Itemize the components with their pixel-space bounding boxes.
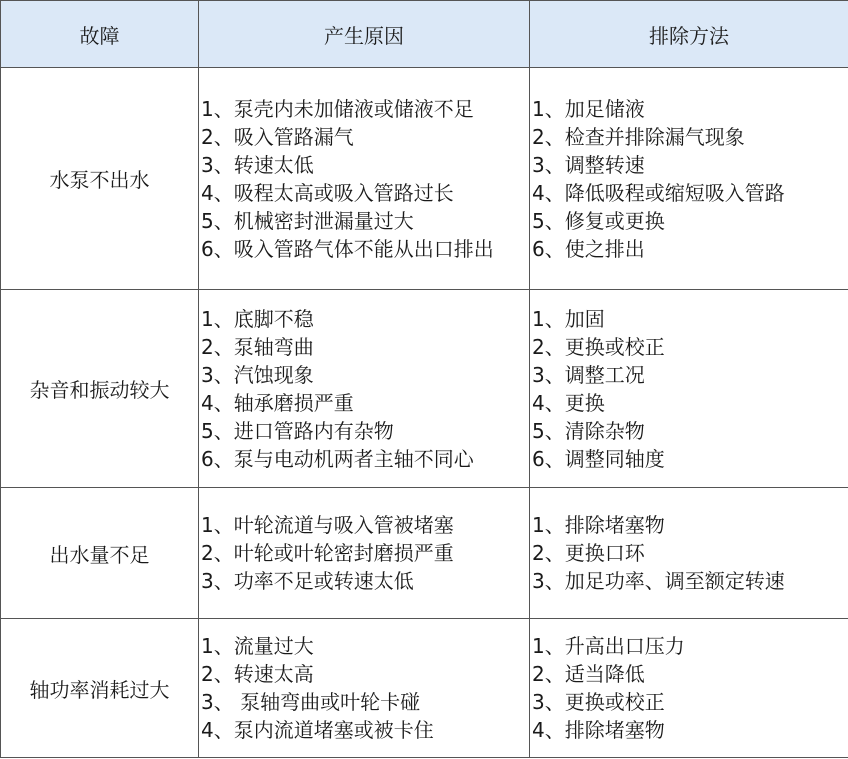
table-row <box>1 68 848 290</box>
remedy-item: 5、清除杂物 <box>532 418 645 443</box>
cause-item: 6、泵与电动机两者主轴不同心 <box>201 446 474 471</box>
cause-item: 1、叶轮流道与吸入管被堵塞 <box>201 513 454 537</box>
remedy-item: 1、排除堵塞物 <box>532 513 665 537</box>
remedy-item: 3、调整工况 <box>532 362 645 387</box>
table-row <box>1 619 848 758</box>
remedy-item: 1、加足储液 <box>532 96 645 121</box>
fault-cell: 杂音和振动较大 <box>1 290 199 488</box>
fault-cell: 轴功率消耗过大 <box>1 619 199 758</box>
table-row <box>1 290 848 488</box>
remedy-item: 3、调整转速 <box>532 152 645 177</box>
remedy-item: 6、使之排出 <box>532 236 645 261</box>
remedy-item: 2、更换或校正 <box>532 334 665 359</box>
header-row <box>1 1 848 68</box>
remedy-item: 5、修复或更换 <box>532 208 665 233</box>
remedy-cell <box>530 488 848 619</box>
header-remedy: 排除方法 <box>530 1 848 68</box>
fault-cell: 出水量不足 <box>1 488 199 619</box>
remedy-item: 2、适当降低 <box>532 662 645 686</box>
cause-item: 1、泵壳内未加储液或储液不足 <box>201 96 474 121</box>
remedy-cell <box>530 619 848 758</box>
cause-item: 1、流量过大 <box>201 634 314 658</box>
cause-item: 2、转速太高 <box>201 662 314 686</box>
cause-item: 3、 泵轴弯曲或叶轮卡碰 <box>201 690 421 714</box>
cause-item: 4、轴承磨损严重 <box>201 390 354 415</box>
remedy-cell <box>530 290 848 488</box>
cause-cell <box>199 488 530 619</box>
header-cause: 产生原因 <box>199 1 530 68</box>
cause-item: 3、功率不足或转速太低 <box>201 569 414 593</box>
cause-cell <box>199 68 530 290</box>
cause-item: 3、转速太低 <box>201 152 314 177</box>
remedy-item: 3、更换或校正 <box>532 690 665 714</box>
cause-cell <box>199 619 530 758</box>
remedy-item: 1、升高出口压力 <box>532 634 685 658</box>
remedy-item: 2、检查并排除漏气现象 <box>532 124 745 149</box>
remedy-item: 6、调整同轴度 <box>532 446 665 471</box>
cause-item: 2、叶轮或叶轮密封磨损严重 <box>201 541 454 565</box>
remedy-item: 4、排除堵塞物 <box>532 718 665 742</box>
remedy-cell <box>530 68 848 290</box>
cause-item: 5、进口管路内有杂物 <box>201 418 394 443</box>
cause-item: 4、吸程太高或吸入管路过长 <box>201 180 454 205</box>
remedy-item: 4、降低吸程或缩短吸入管路 <box>532 180 785 205</box>
table-row <box>1 488 848 619</box>
cause-cell <box>199 290 530 488</box>
header-fault: 故障 <box>1 1 199 68</box>
remedy-item: 3、加足功率、调至额定转速 <box>532 569 785 593</box>
remedy-item: 1、加固 <box>532 306 605 331</box>
cause-item: 5、机械密封泄漏量过大 <box>201 208 414 233</box>
remedy-item: 4、更换 <box>532 390 605 415</box>
cause-item: 2、吸入管路漏气 <box>201 124 354 149</box>
cause-item: 4、泵内流道堵塞或被卡住 <box>201 718 434 742</box>
cause-item: 1、底脚不稳 <box>201 306 314 331</box>
cause-item: 3、汽蚀现象 <box>201 362 314 387</box>
fault-cell: 水泵不出水 <box>1 68 199 290</box>
remedy-item: 2、更换口环 <box>532 541 645 565</box>
cause-item: 6、吸入管路气体不能从出口排出 <box>201 236 494 261</box>
cause-item: 2、泵轴弯曲 <box>201 334 314 359</box>
